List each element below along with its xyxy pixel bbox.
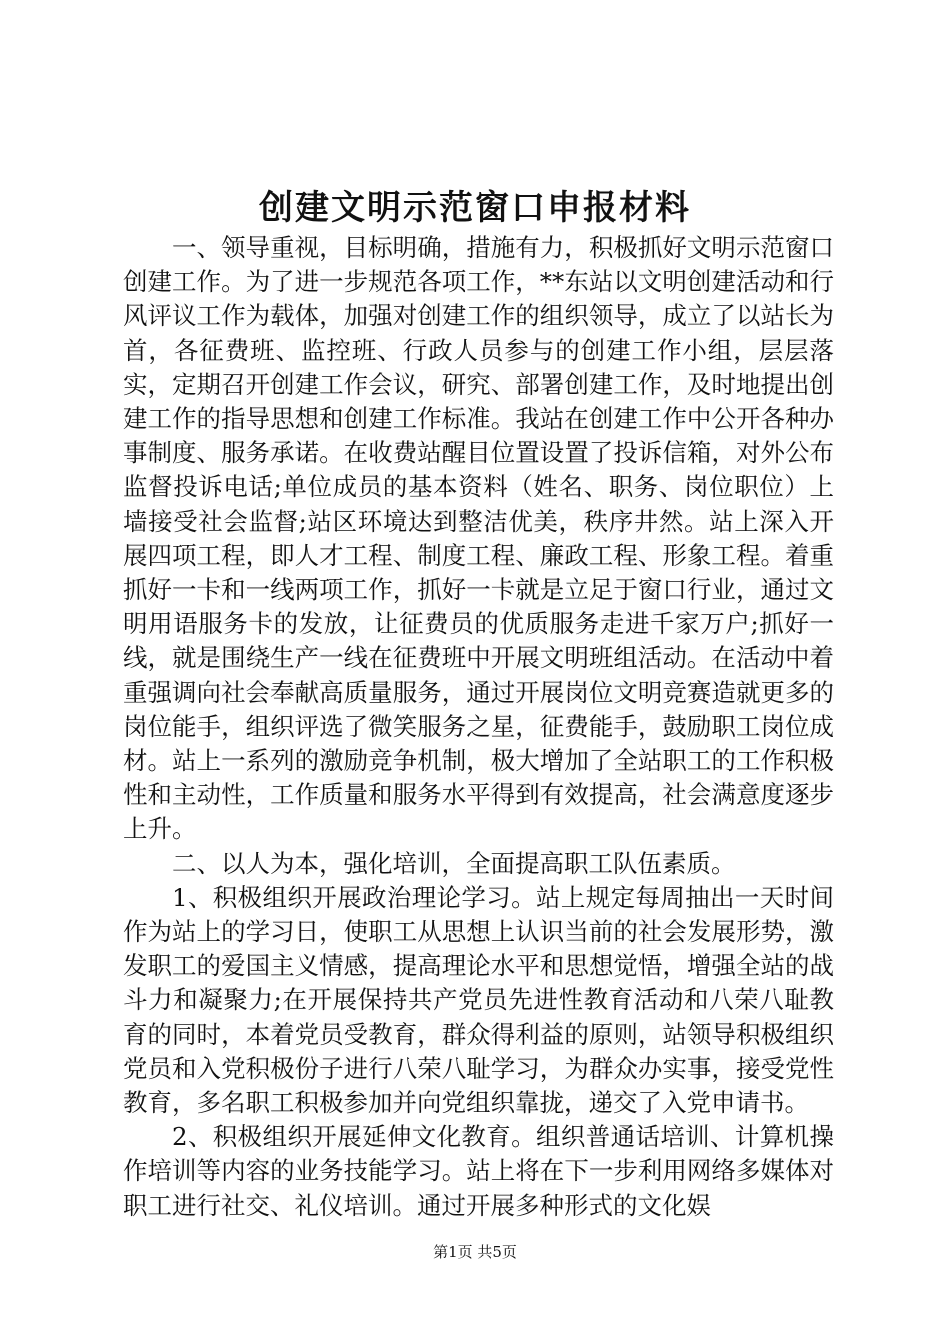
document-body bbox=[123, 231, 834, 1223]
paragraph-item-2: 2、积极组织开展延伸文化教育。组织普通话培训、计算机操作培训等内容的业务技能学习。站上将在下一步利用网络多媒体对职工进行社交、礼仪培训。通过开展多种形式的文化娱 bbox=[123, 1122, 834, 1220]
paragraph-section-2-heading: 二、以人为本，强化培训，全面提高职工队伍素质。 bbox=[172, 848, 736, 878]
document-title: 创建文明示范窗口申报材料 bbox=[259, 188, 691, 228]
paragraph-item-1: 1、积极组织开展政治理论学习。站上规定每周抽出一天时间作为站上的学习日，使职工从思想上认识当前的社会发展形势，激发职工的爱国主义情感，提高理论水平和思想觉悟，增强全站的战斗力和凝聚力;在开展保持共产党员先进性教育活动和八荣八耻教育的同时，本着党员受教育，群众得利益的原则，站领导积极组织党员和入党积极份子进行八荣八耻学习，为群众办实事，接受党性教育，多名职工积极参加并向党组织靠拢，递交了入党申请书。 bbox=[123, 882, 834, 1118]
paragraph-section-1: 一、领导重视，目标明确，措施有力，积极抓好文明示范窗口创建工作。为了进一步规范各项工作，**东站以文明创建活动和行风评议工作为载体，加强对创建工作的组织领导，成立了以站长为首，各征费班、监控班、行政人员参与的创建工作小组，层层落实，定期召开创建工作会议，研究、部署创建工作，及时地提出创建工作的指导思想和创建工作标准。我站在创建工作中公开各种办事制度、服务承诺。在收费站醒目位置设置了投诉信箱，对外公布监督投诉电话;单位成员的基本资料（姓名、职务、岗位职位）上墙接受社会监督;站区环境达到整洁优美，秩序井然。站上深入开展四项工程，即人才工程、制度工程、廉政工程、形象工程。着重抓好一卡和一线两项工作，抓好一卡就是立足于窗口行业，通过文明用语服务卡的发放，让征费员的优质服务走进千家万户;抓好一线，就是围绕生产一线在征费班中开展文明班组活动。在活动中着重强调向社会奉献高质量服务，通过开展岗位文明竞赛造就更多的岗位能手，组织评选了微笑服务之星，征费能手，鼓励职工岗位成材。站上一系列的激励竞争机制，极大增加了全站职工的工作积极性和主动性，工作质量和服务水平得到有效提高，社会满意度逐步上升。 bbox=[123, 233, 834, 844]
page-footer: 第1页 共5页 bbox=[433, 1243, 517, 1261]
